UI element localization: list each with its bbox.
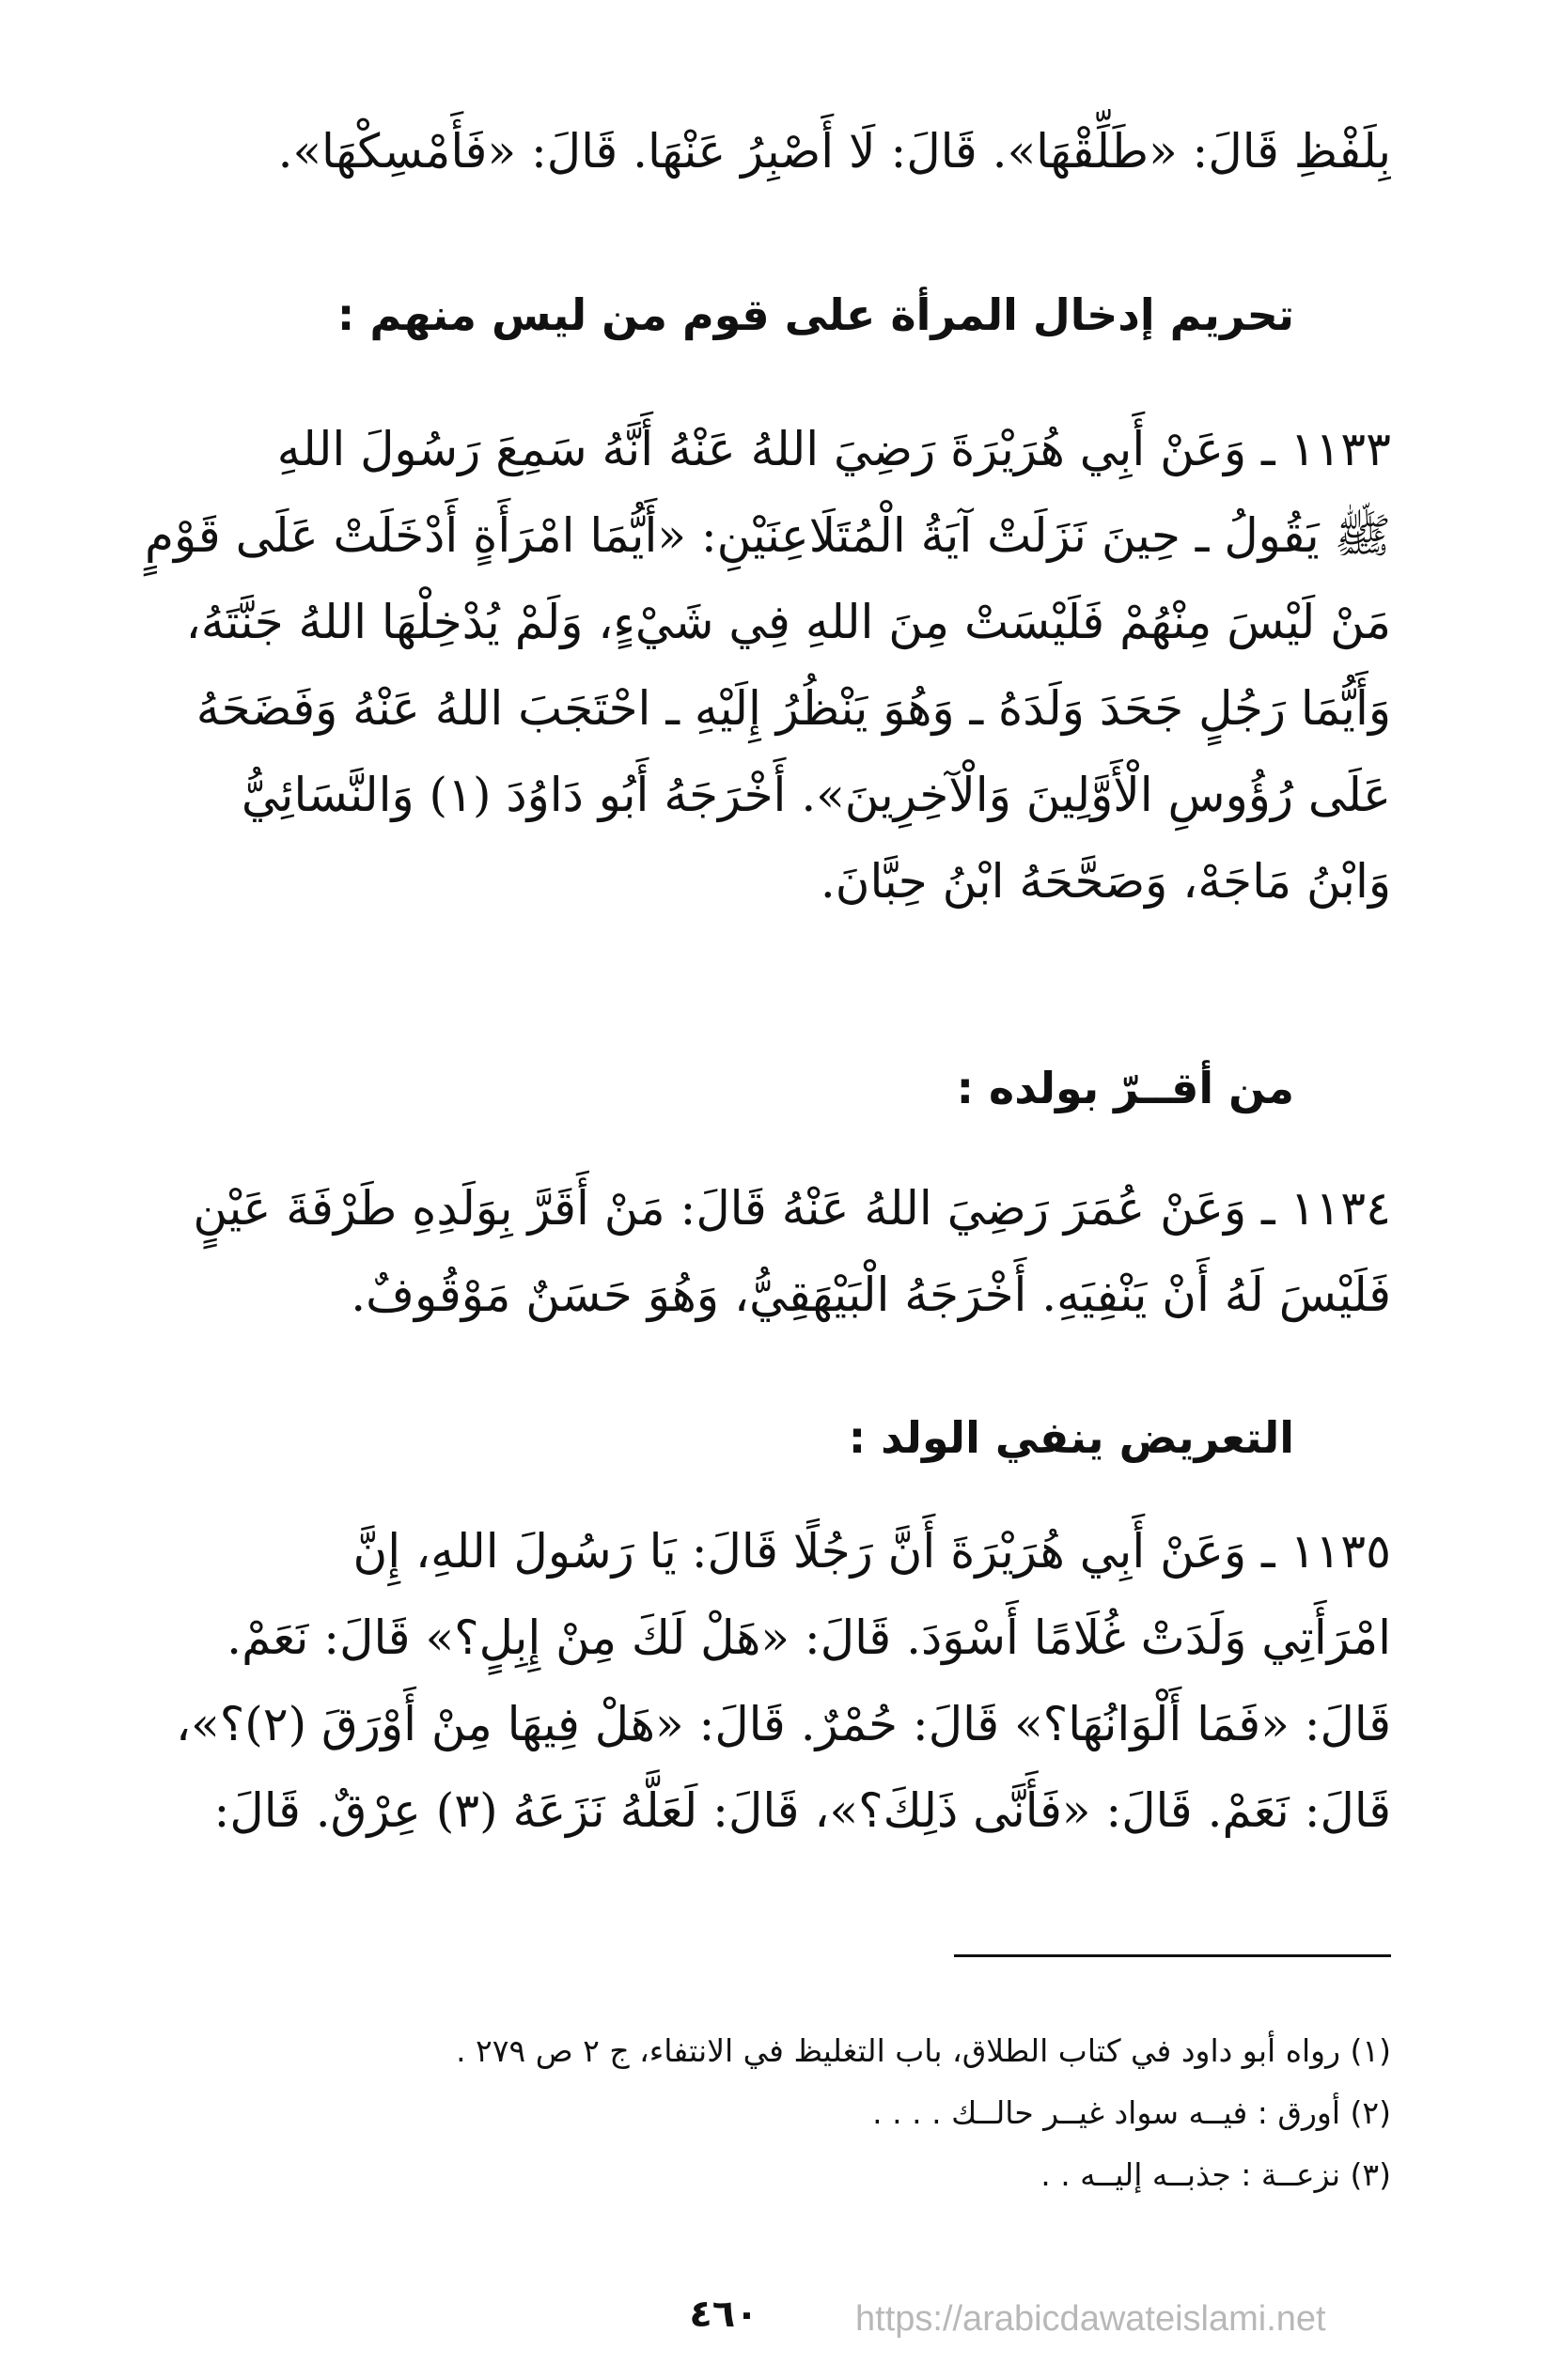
text-line: مَنْ لَيْسَ مِنْهُمْ فَلَيْسَتْ مِنَ اللهِ فِي شَيْءٍ، وَلَمْ يُدْخِلْهَا اللهُ جَنَّتَهُ، — [185, 595, 1391, 649]
text-line: قَالَ: «فَمَا أَلْوَانُهَا؟» قَالَ: حُمْرٌ. قَالَ: «هَلْ فِيهَا مِنْ أَوْرَقَ (٢)؟»، — [175, 1697, 1391, 1751]
text-line: وَابْنُ مَاجَهْ، وَصَحَّحَهُ ابْنُ حِبَّانَ. — [820, 854, 1391, 909]
text-line: ١١٣٣ ـ وَعَنْ أَبِي هُرَيْرَةَ رَضِيَ اللهُ عَنْهُ أَنَّهُ سَمِعَ رَسُولَ اللهِ — [276, 422, 1391, 476]
page-number: ٤٦٠ — [689, 2293, 758, 2336]
footnote-3: (٣) نزعــة : جذبــه إليــه . . — [1040, 2156, 1391, 2193]
text-line: ١١٣٤ ـ وَعَنْ عُمَرَ رَضِيَ اللهُ عَنْهُ قَالَ: مَنْ أَقَرَّ بِوَلَدِهِ طَرْفَةَ عَيْنٍ — [193, 1181, 1391, 1236]
text-line: عَلَى رُؤُوسِ الْأَوَّلِينَ وَالْآخِرِينَ». أَخْرَجَهُ أَبُو دَاوُدَ (١) وَالنَّسَائِيُّ — [241, 768, 1391, 822]
continuation-paragraph — [66, 108, 1391, 194]
section-heading-3: التعريض ينفي الولد : — [848, 1412, 1294, 1463]
text-line: فَلَيْسَ لَهُ أَنْ يَنْفِيَهِ. أَخْرَجَهُ الْبَيْهَقِيُّ، وَهُوَ حَسَنٌ مَوْقُوفٌ. — [351, 1268, 1391, 1322]
text-line: امْرَأَتِي وَلَدَتْ غُلَامًا أَسْوَدَ. قَالَ: «هَلْ لَكَ مِنْ إِبِلٍ؟» قَالَ: نَعَمْ. — [227, 1610, 1391, 1665]
section-heading-2: من أقــرّ بولده : — [956, 1063, 1294, 1113]
hadith-1134-paragraph — [66, 1165, 1391, 1338]
text-line: ١١٣٥ ـ وَعَنْ أَبِي هُرَيْرَةَ أَنَّ رَجُلًا قَالَ: يَا رَسُولَ اللهِ، إِنَّ — [352, 1524, 1391, 1579]
footnote-separator — [954, 1954, 1391, 1957]
section-heading-1: تحريم إدخال المرأة على قوم من ليس منهم : — [336, 289, 1294, 340]
text-line: بِلَفْظِ قَالَ: «طَلِّقْهَا». قَالَ: لَا أَصْبِرُ عَنْهَا. قَالَ: «فَأَمْسِكْهَا». — [277, 124, 1391, 179]
text-line: ﷺ يَقُولُ ـ حِينَ نَزَلَتْ آيَةُ الْمُتَلَاعِنَيْنِ: «أَيُّمَا امْرَأَةٍ أَدْخَلَتْ عَلَى قَوْمٍ — [145, 508, 1391, 563]
watermark-url: https://arabicdawateislami.net — [855, 2299, 1326, 2339]
hadith-1133-paragraph — [66, 406, 1391, 925]
footnotes — [169, 2020, 1391, 2206]
text-line: وَأَيُّمَا رَجُلٍ جَحَدَ وَلَدَهُ ـ وَهُوَ يَنْظُرُ إِلَيْهِ ـ احْتَجَبَ اللهُ عَنْهُ وَفَضَحَهُ — [195, 681, 1391, 736]
footnote-1: (١) رواه أبو داود في كتاب الطلاق، باب التغليظ في الانتفاء، ج ٢ ص ٢٧٩ . — [456, 2032, 1391, 2069]
footnote-2: (٢) أورق : فيــه سواد غيــر حالــك . . . . — [872, 2094, 1391, 2131]
text-line: قَالَ: نَعَمْ. قَالَ: «فَأَنَّى ذَلِكَ؟»، قَالَ: لَعَلَّهُ نَزَعَهُ (٣) عِرْقٌ. قَالَ: — [213, 1783, 1391, 1838]
hadith-1135-paragraph — [66, 1508, 1391, 1854]
